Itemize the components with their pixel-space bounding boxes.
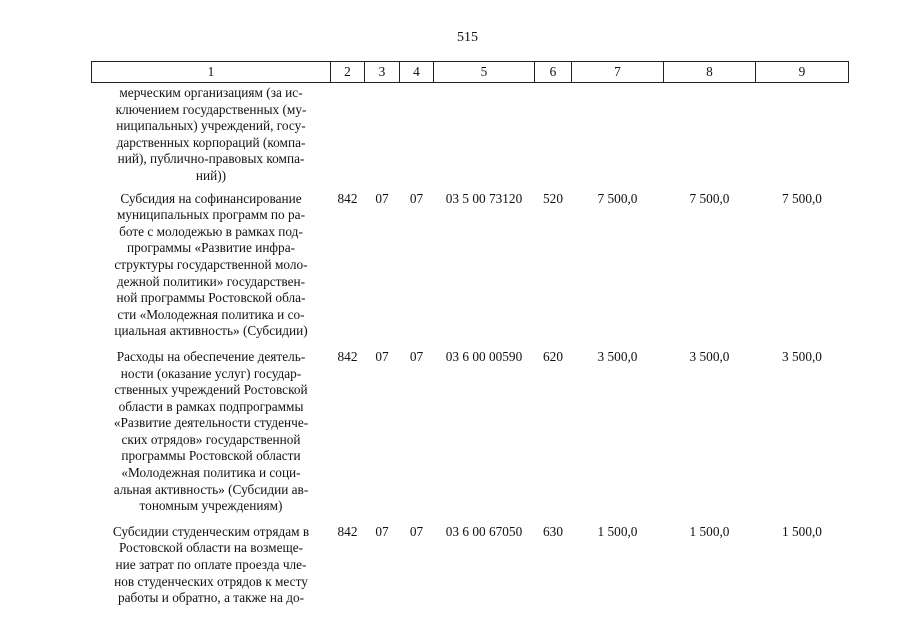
description-line: нов студенческих отрядов к месту <box>114 573 308 589</box>
amount-col-7: 1 500,0 <box>597 523 638 539</box>
section-code: 07 <box>375 348 389 364</box>
column-header-8: 8 <box>664 62 756 83</box>
subsection-code: 07 <box>409 348 424 364</box>
description-line: области в рамках подпрограммы <box>118 398 304 414</box>
target-article-code: 03 5 00 73120 <box>445 190 523 206</box>
description-line: ние затрат по оплате проезда чле- <box>115 557 307 573</box>
table-row <box>92 349 849 524</box>
row-description <box>92 349 331 524</box>
amount-col-8: 3 500,0 <box>689 348 730 364</box>
description-line: тономным учреждениям) <box>139 498 283 514</box>
description-line: структуры государственной моло- <box>114 256 308 272</box>
description-line: муниципальных программ по ра- <box>116 207 306 223</box>
expense-type-code: 520 <box>543 190 563 206</box>
description-line: циальная активность» (Субсидии) <box>114 323 308 339</box>
amount-col-7: 7 500,0 <box>597 190 638 206</box>
section-code: 07 <box>375 190 389 206</box>
description-line: работы и обратно, а также на до- <box>117 590 305 606</box>
table-row <box>92 191 849 349</box>
ministry-code: 842 <box>337 190 358 206</box>
subsection-code: 07 <box>409 523 424 539</box>
column-header-5: 5 <box>434 62 535 83</box>
column-header-6: 6 <box>535 62 572 83</box>
description-line: ских отрядов» государственной <box>121 431 301 447</box>
description-line: ний)) <box>195 167 227 183</box>
row-description <box>92 83 331 191</box>
amount-col-7: 3 500,0 <box>597 348 638 364</box>
description-line: ности (оказание услуг) государ- <box>120 365 302 381</box>
amount-col-9: 7 500,0 <box>782 190 822 206</box>
description-line: альная активность» (Субсидии ав- <box>113 481 309 497</box>
description-line: «Развитие деятельности студенче- <box>113 415 309 431</box>
amount-col-9: 1 500,0 <box>782 523 822 539</box>
budget-table <box>91 61 849 616</box>
column-header-4: 4 <box>400 62 434 83</box>
description-line: дежной политики» государствен- <box>116 273 306 289</box>
column-header-9: 9 <box>756 62 849 83</box>
description-line: ственных учреждений Ростовской <box>114 382 308 398</box>
description-line: мерческим организациям (за ис- <box>119 85 303 100</box>
description-line: ниципальных) учреждений, госу- <box>116 118 306 134</box>
target-article-code: 03 6 00 67050 <box>445 523 523 539</box>
amount-col-8: 1 500,0 <box>689 523 730 539</box>
description-line: программы «Развитие инфра- <box>126 240 296 256</box>
description-line: Субсидии студенческим отрядам в <box>112 523 310 539</box>
ministry-code: 842 <box>337 348 358 364</box>
section-code: 07 <box>375 523 389 539</box>
table-row <box>92 524 849 616</box>
description-line: «Молодежная политика и соци- <box>121 465 301 481</box>
table-row-continuation <box>92 83 849 191</box>
ministry-code: 842 <box>337 523 358 539</box>
amount-col-9: 3 500,0 <box>782 348 822 364</box>
description-line: ключением государственных (му- <box>115 101 307 117</box>
column-header-2: 2 <box>331 62 365 83</box>
target-article-code: 03 6 00 00590 <box>445 348 523 364</box>
subsection-code: 07 <box>409 190 424 206</box>
description-line: ний), публично-правовых компа- <box>117 151 305 167</box>
column-header-1: 1 <box>92 62 331 83</box>
description-line: Субсидия на софинансирование <box>120 190 302 206</box>
column-header-3: 3 <box>365 62 400 83</box>
column-header-7: 7 <box>572 62 664 83</box>
page-number: 515 <box>457 30 478 45</box>
description-line: ной программы Ростовской обла- <box>116 290 306 306</box>
description-line: боте с молодежью в рамках под- <box>119 223 303 239</box>
description-line: дарственных корпораций (компа- <box>116 134 306 150</box>
description-line: Ростовской области на возмеще- <box>118 540 304 556</box>
expense-type-code: 630 <box>543 523 563 539</box>
row-description <box>92 524 331 616</box>
column-number-header <box>92 62 849 83</box>
description-line: Расходы на обеспечение деятель- <box>116 348 306 364</box>
expense-type-code: 620 <box>543 348 563 364</box>
description-line: сти «Молодежная политика и со- <box>117 306 305 322</box>
amount-col-8: 7 500,0 <box>689 190 730 206</box>
row-description <box>92 191 331 349</box>
description-line: программы Ростовской области <box>121 448 301 464</box>
